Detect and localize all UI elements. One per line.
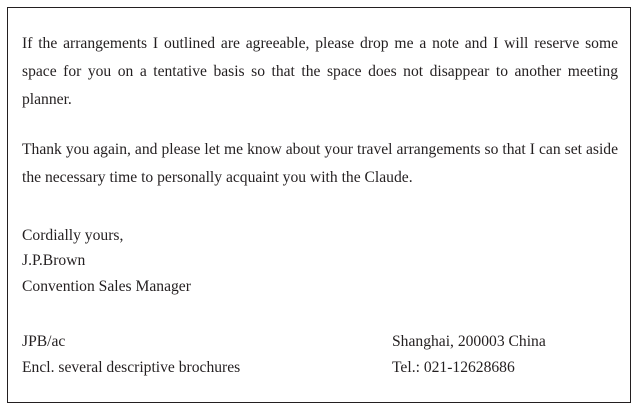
telephone-number: Tel.: 021-12628686 — [392, 359, 515, 376]
signer-title: Convention Sales Manager — [22, 278, 191, 295]
signer-name: J.P.Brown — [22, 252, 86, 269]
address-line: Shanghai, 200003 China — [392, 333, 546, 350]
enclosure-notation: Encl. several descriptive brochures — [22, 359, 241, 376]
body-paragraph-2: Thank you again, and please let me know about your travel arrangements so that I can set aside the necessary time to personally acquaint you with the Claude. — [22, 141, 618, 186]
reference-initials: JPB/ac — [22, 333, 66, 350]
body-paragraph-1: If the arrangements I outlined are agreeable, please drop me a note and I will reserve some space for you on a tentative basis so that the space does not disappear to another meeting planner. — [22, 35, 618, 108]
complimentary-close: Cordially yours, — [22, 227, 124, 244]
